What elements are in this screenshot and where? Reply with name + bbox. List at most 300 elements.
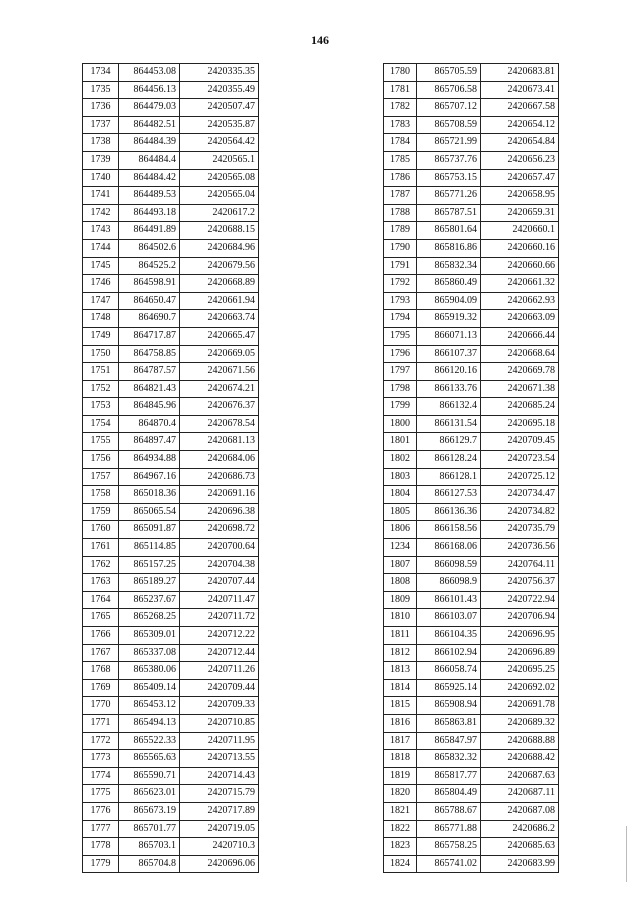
x-coordinate-cell: 865721.99	[417, 134, 481, 152]
point-number-cell: 1734	[83, 64, 119, 82]
table-row	[384, 99, 559, 117]
table-row	[384, 134, 559, 152]
table-row	[83, 503, 259, 521]
x-coordinate-cell: 865673.19	[119, 802, 180, 820]
table-row	[384, 503, 559, 521]
point-number-cell: 1743	[83, 222, 119, 240]
table-row	[384, 679, 559, 697]
y-coordinate-cell: 2420666.44	[481, 327, 559, 345]
table-row	[384, 486, 559, 504]
table-row	[384, 574, 559, 592]
x-coordinate-cell: 865908.94	[417, 697, 481, 715]
point-number-cell: 1754	[83, 415, 119, 433]
point-number-cell: 1759	[83, 503, 119, 521]
point-number-cell: 1823	[384, 838, 417, 856]
point-number-cell: 1795	[384, 327, 417, 345]
y-coordinate-cell: 2420668.89	[180, 275, 259, 293]
table-row	[83, 820, 259, 838]
x-coordinate-cell: 865860.49	[417, 275, 481, 293]
x-coordinate-cell: 866136.36	[417, 503, 481, 521]
y-coordinate-cell: 2420692.02	[481, 679, 559, 697]
point-number-cell: 1740	[83, 169, 119, 187]
point-number-cell: 1742	[83, 204, 119, 222]
y-coordinate-cell: 2420710.85	[180, 714, 259, 732]
point-number-cell: 1766	[83, 627, 119, 645]
x-coordinate-cell: 864934.88	[119, 451, 180, 469]
table-row	[384, 627, 559, 645]
table-row	[83, 714, 259, 732]
y-coordinate-cell: 2420507.47	[180, 99, 259, 117]
table-row	[384, 275, 559, 293]
y-coordinate-cell: 2420709.45	[481, 433, 559, 451]
point-number-cell: 1749	[83, 327, 119, 345]
table-row	[83, 204, 259, 222]
y-coordinate-cell: 2420687.63	[481, 767, 559, 785]
y-coordinate-cell: 2420335.35	[180, 64, 259, 82]
table-row	[83, 415, 259, 433]
x-coordinate-cell: 865704.8	[119, 855, 180, 873]
y-coordinate-cell: 2420717.89	[180, 802, 259, 820]
x-coordinate-cell: 866131.54	[417, 415, 481, 433]
table-row	[83, 486, 259, 504]
table-row	[83, 310, 259, 328]
table-row	[83, 855, 259, 873]
x-coordinate-cell: 866120.16	[417, 363, 481, 381]
x-coordinate-cell: 865237.67	[119, 591, 180, 609]
point-number-cell: 1788	[384, 204, 417, 222]
x-coordinate-cell: 865189.27	[119, 574, 180, 592]
point-number-cell: 1804	[384, 486, 417, 504]
y-coordinate-cell: 2420709.33	[180, 697, 259, 715]
x-coordinate-cell: 865707.12	[417, 99, 481, 117]
table-row	[83, 750, 259, 768]
x-coordinate-cell: 864690.7	[119, 310, 180, 328]
x-coordinate-cell: 864967.16	[119, 468, 180, 486]
x-coordinate-cell: 865863.81	[417, 714, 481, 732]
point-number-cell: 1745	[83, 257, 119, 275]
table-row	[83, 697, 259, 715]
x-coordinate-cell: 865091.87	[119, 521, 180, 539]
table-row	[384, 539, 559, 557]
table-row	[83, 222, 259, 240]
x-coordinate-cell: 864598.91	[119, 275, 180, 293]
point-number-cell: 1796	[384, 345, 417, 363]
table-row	[384, 662, 559, 680]
table-row	[83, 327, 259, 345]
point-number-cell: 1774	[83, 767, 119, 785]
y-coordinate-cell: 2420654.84	[481, 134, 559, 152]
point-number-cell: 1791	[384, 257, 417, 275]
x-coordinate-cell: 865157.25	[119, 556, 180, 574]
table-row	[384, 838, 559, 856]
table-row	[384, 609, 559, 627]
point-number-cell: 1783	[384, 116, 417, 134]
point-number-cell: 1234	[384, 539, 417, 557]
y-coordinate-cell: 2420711.26	[180, 662, 259, 680]
y-coordinate-cell: 2420662.93	[481, 292, 559, 310]
y-coordinate-cell: 2420704.38	[180, 556, 259, 574]
x-coordinate-cell: 866158.56	[417, 521, 481, 539]
point-number-cell: 1813	[384, 662, 417, 680]
table-row	[384, 644, 559, 662]
y-coordinate-cell: 2420565.1	[180, 151, 259, 169]
point-number-cell: 1752	[83, 380, 119, 398]
point-number-cell: 1738	[83, 134, 119, 152]
y-coordinate-cell: 2420658.95	[481, 187, 559, 205]
point-number-cell: 1811	[384, 627, 417, 645]
point-number-cell: 1763	[83, 574, 119, 592]
x-coordinate-cell: 865787.51	[417, 204, 481, 222]
table-row	[384, 433, 559, 451]
table-row	[83, 627, 259, 645]
x-coordinate-cell: 864650.47	[119, 292, 180, 310]
x-coordinate-cell: 865741.02	[417, 855, 481, 873]
x-coordinate-cell: 865737.76	[417, 151, 481, 169]
x-coordinate-cell: 865801.64	[417, 222, 481, 240]
x-coordinate-cell: 864489.53	[119, 187, 180, 205]
point-number-cell: 1750	[83, 345, 119, 363]
table-row	[384, 591, 559, 609]
x-coordinate-cell: 865590.71	[119, 767, 180, 785]
x-coordinate-cell: 864491.89	[119, 222, 180, 240]
point-number-cell: 1747	[83, 292, 119, 310]
x-coordinate-cell: 865832.34	[417, 257, 481, 275]
table-row	[83, 275, 259, 293]
table-row	[83, 767, 259, 785]
y-coordinate-cell: 2420725.12	[481, 468, 559, 486]
x-coordinate-cell: 864845.96	[119, 398, 180, 416]
x-coordinate-cell: 866102.94	[417, 644, 481, 662]
table-row	[384, 451, 559, 469]
y-coordinate-cell: 2420687.11	[481, 785, 559, 803]
point-number-cell: 1806	[384, 521, 417, 539]
x-coordinate-cell: 865309.01	[119, 627, 180, 645]
x-coordinate-cell: 864758.85	[119, 345, 180, 363]
table-row	[83, 802, 259, 820]
point-number-cell: 1805	[384, 503, 417, 521]
x-coordinate-cell: 866103.07	[417, 609, 481, 627]
x-coordinate-cell: 866168.06	[417, 539, 481, 557]
y-coordinate-cell: 2420712.22	[180, 627, 259, 645]
y-coordinate-cell: 2420661.32	[481, 275, 559, 293]
y-coordinate-cell: 2420671.38	[481, 380, 559, 398]
table-row	[83, 398, 259, 416]
table-row	[384, 855, 559, 873]
table-row	[384, 187, 559, 205]
point-number-cell: 1815	[384, 697, 417, 715]
table-row	[83, 539, 259, 557]
point-number-cell: 1770	[83, 697, 119, 715]
y-coordinate-cell: 2420684.06	[180, 451, 259, 469]
coordinates-table-right	[383, 63, 559, 873]
point-number-cell: 1814	[384, 679, 417, 697]
x-coordinate-cell: 865816.86	[417, 239, 481, 257]
y-coordinate-cell: 2420355.49	[180, 81, 259, 99]
x-coordinate-cell: 865771.26	[417, 187, 481, 205]
table-row	[384, 697, 559, 715]
table-row	[83, 468, 259, 486]
table-row	[83, 433, 259, 451]
point-number-cell: 1812	[384, 644, 417, 662]
table-row	[384, 345, 559, 363]
y-coordinate-cell: 2420685.24	[481, 398, 559, 416]
table-row	[384, 714, 559, 732]
y-coordinate-cell: 2420723.54	[481, 451, 559, 469]
y-coordinate-cell: 2420689.32	[481, 714, 559, 732]
y-coordinate-cell: 2420734.47	[481, 486, 559, 504]
y-coordinate-cell: 2420663.74	[180, 310, 259, 328]
x-coordinate-cell: 864482.51	[119, 116, 180, 134]
point-number-cell: 1764	[83, 591, 119, 609]
y-coordinate-cell: 2420564.42	[180, 134, 259, 152]
x-coordinate-cell: 866107.37	[417, 345, 481, 363]
table-row	[83, 239, 259, 257]
y-coordinate-cell: 2420695.18	[481, 415, 559, 433]
y-coordinate-cell: 2420660.16	[481, 239, 559, 257]
point-number-cell: 1773	[83, 750, 119, 768]
point-number-cell: 1753	[83, 398, 119, 416]
point-number-cell: 1765	[83, 609, 119, 627]
point-number-cell: 1807	[384, 556, 417, 574]
y-coordinate-cell: 2420683.81	[481, 64, 559, 82]
point-number-cell: 1809	[384, 591, 417, 609]
y-coordinate-cell: 2420667.58	[481, 99, 559, 117]
y-coordinate-cell: 2420673.41	[481, 81, 559, 99]
table-row	[83, 644, 259, 662]
x-coordinate-cell: 865409.14	[119, 679, 180, 697]
table-row	[83, 556, 259, 574]
x-coordinate-cell: 864821.43	[119, 380, 180, 398]
y-coordinate-cell: 2420683.99	[481, 855, 559, 873]
point-number-cell: 1777	[83, 820, 119, 838]
table-row	[384, 292, 559, 310]
point-number-cell: 1785	[384, 151, 417, 169]
point-number-cell: 1793	[384, 292, 417, 310]
table-row	[83, 116, 259, 134]
y-coordinate-cell: 2420756.37	[481, 574, 559, 592]
point-number-cell: 1741	[83, 187, 119, 205]
x-coordinate-cell: 864479.03	[119, 99, 180, 117]
coordinates-table-left-body	[83, 64, 259, 873]
table-row	[384, 732, 559, 750]
point-number-cell: 1744	[83, 239, 119, 257]
point-number-cell: 1794	[384, 310, 417, 328]
point-number-cell: 1748	[83, 310, 119, 328]
point-number-cell: 1760	[83, 521, 119, 539]
table-row	[83, 785, 259, 803]
x-coordinate-cell: 865706.58	[417, 81, 481, 99]
y-coordinate-cell: 2420722.94	[481, 591, 559, 609]
x-coordinate-cell: 865337.08	[119, 644, 180, 662]
x-coordinate-cell: 866127.53	[417, 486, 481, 504]
table-row	[83, 134, 259, 152]
table-row	[83, 292, 259, 310]
table-row	[384, 398, 559, 416]
y-coordinate-cell: 2420696.38	[180, 503, 259, 521]
point-number-cell: 1746	[83, 275, 119, 293]
table-row	[83, 64, 259, 82]
point-number-cell: 1821	[384, 802, 417, 820]
x-coordinate-cell: 865065.54	[119, 503, 180, 521]
table-row	[384, 327, 559, 345]
coordinates-table-right-body	[384, 64, 559, 873]
page-number: 146	[311, 33, 329, 47]
table-row	[384, 415, 559, 433]
y-coordinate-cell: 2420656.23	[481, 151, 559, 169]
point-number-cell: 1762	[83, 556, 119, 574]
x-coordinate-cell: 864456.13	[119, 81, 180, 99]
x-coordinate-cell: 866133.76	[417, 380, 481, 398]
point-number-cell: 1797	[384, 363, 417, 381]
table-row	[384, 767, 559, 785]
x-coordinate-cell: 865623.01	[119, 785, 180, 803]
point-number-cell: 1792	[384, 275, 417, 293]
x-coordinate-cell: 864453.08	[119, 64, 180, 82]
y-coordinate-cell: 2420669.05	[180, 345, 259, 363]
y-coordinate-cell: 2420713.55	[180, 750, 259, 768]
x-coordinate-cell: 865788.67	[417, 802, 481, 820]
table-row	[83, 521, 259, 539]
x-coordinate-cell: 864493.18	[119, 204, 180, 222]
point-number-cell: 1799	[384, 398, 417, 416]
x-coordinate-cell: 865522.33	[119, 732, 180, 750]
y-coordinate-cell: 2420711.72	[180, 609, 259, 627]
x-coordinate-cell: 866132.4	[417, 398, 481, 416]
x-coordinate-cell: 865380.06	[119, 662, 180, 680]
y-coordinate-cell: 2420691.16	[180, 486, 259, 504]
x-coordinate-cell: 864484.42	[119, 169, 180, 187]
x-coordinate-cell: 865758.25	[417, 838, 481, 856]
y-coordinate-cell: 2420712.44	[180, 644, 259, 662]
point-number-cell: 1769	[83, 679, 119, 697]
y-coordinate-cell: 2420565.08	[180, 169, 259, 187]
table-row	[384, 151, 559, 169]
y-coordinate-cell: 2420668.64	[481, 345, 559, 363]
x-coordinate-cell: 866098.59	[417, 556, 481, 574]
point-number-cell: 1798	[384, 380, 417, 398]
point-number-cell: 1808	[384, 574, 417, 592]
x-coordinate-cell: 865904.09	[417, 292, 481, 310]
y-coordinate-cell: 2420565.04	[180, 187, 259, 205]
x-coordinate-cell: 864484.4	[119, 151, 180, 169]
point-number-cell: 1755	[83, 433, 119, 451]
table-row	[83, 838, 259, 856]
y-coordinate-cell: 2420669.78	[481, 363, 559, 381]
y-coordinate-cell: 2420735.79	[481, 521, 559, 539]
point-number-cell: 1761	[83, 539, 119, 557]
point-number-cell: 1817	[384, 732, 417, 750]
y-coordinate-cell: 2420709.44	[180, 679, 259, 697]
y-coordinate-cell: 2420654.12	[481, 116, 559, 134]
y-coordinate-cell: 2420686.73	[180, 468, 259, 486]
point-number-cell: 1758	[83, 486, 119, 504]
x-coordinate-cell: 866058.74	[417, 662, 481, 680]
point-number-cell: 1822	[384, 820, 417, 838]
y-coordinate-cell: 2420678.54	[180, 415, 259, 433]
point-number-cell: 1736	[83, 99, 119, 117]
table-row	[83, 380, 259, 398]
point-number-cell: 1737	[83, 116, 119, 134]
y-coordinate-cell: 2420617.2	[180, 204, 259, 222]
table-row	[83, 81, 259, 99]
point-number-cell: 1782	[384, 99, 417, 117]
y-coordinate-cell: 2420691.78	[481, 697, 559, 715]
x-coordinate-cell: 864502.6	[119, 239, 180, 257]
y-coordinate-cell: 2420688.88	[481, 732, 559, 750]
table-row	[384, 239, 559, 257]
y-coordinate-cell: 2420736.56	[481, 539, 559, 557]
y-coordinate-cell: 2420659.31	[481, 204, 559, 222]
y-coordinate-cell: 2420734.82	[481, 503, 559, 521]
point-number-cell: 1772	[83, 732, 119, 750]
y-coordinate-cell: 2420681.13	[180, 433, 259, 451]
table-row	[384, 556, 559, 574]
point-number-cell: 1786	[384, 169, 417, 187]
table-row	[384, 204, 559, 222]
table-row	[83, 169, 259, 187]
x-coordinate-cell: 866129.7	[417, 433, 481, 451]
y-coordinate-cell: 2420715.79	[180, 785, 259, 803]
point-number-cell: 1768	[83, 662, 119, 680]
x-coordinate-cell: 865847.97	[417, 732, 481, 750]
x-coordinate-cell: 865703.1	[119, 838, 180, 856]
x-coordinate-cell: 864787.57	[119, 363, 180, 381]
x-coordinate-cell: 864870.4	[119, 415, 180, 433]
table-row	[384, 64, 559, 82]
scan-edge-mark	[626, 826, 627, 882]
y-coordinate-cell: 2420698.72	[180, 521, 259, 539]
point-number-cell: 1739	[83, 151, 119, 169]
y-coordinate-cell: 2420535.87	[180, 116, 259, 134]
point-number-cell: 1781	[384, 81, 417, 99]
x-coordinate-cell: 865804.49	[417, 785, 481, 803]
point-number-cell: 1819	[384, 767, 417, 785]
table-row	[384, 116, 559, 134]
coordinates-table-left	[82, 63, 259, 873]
x-coordinate-cell: 866071.13	[417, 327, 481, 345]
x-coordinate-cell: 864717.87	[119, 327, 180, 345]
point-number-cell: 1800	[384, 415, 417, 433]
table-row	[384, 521, 559, 539]
y-coordinate-cell: 2420695.25	[481, 662, 559, 680]
point-number-cell: 1824	[384, 855, 417, 873]
table-row	[83, 591, 259, 609]
x-coordinate-cell: 865925.14	[417, 679, 481, 697]
point-number-cell: 1780	[384, 64, 417, 82]
table-row	[83, 99, 259, 117]
table-row	[83, 345, 259, 363]
point-number-cell: 1787	[384, 187, 417, 205]
y-coordinate-cell: 2420679.56	[180, 257, 259, 275]
point-number-cell: 1789	[384, 222, 417, 240]
x-coordinate-cell: 865708.59	[417, 116, 481, 134]
x-coordinate-cell: 865018.36	[119, 486, 180, 504]
y-coordinate-cell: 2420661.94	[180, 292, 259, 310]
x-coordinate-cell: 865494.13	[119, 714, 180, 732]
table-row	[384, 310, 559, 328]
x-coordinate-cell: 866098.9	[417, 574, 481, 592]
y-coordinate-cell: 2420685.63	[481, 838, 559, 856]
table-row	[83, 187, 259, 205]
table-row	[83, 679, 259, 697]
table-row	[83, 257, 259, 275]
y-coordinate-cell: 2420676.37	[180, 398, 259, 416]
point-number-cell: 1802	[384, 451, 417, 469]
table-row	[83, 662, 259, 680]
point-number-cell: 1757	[83, 468, 119, 486]
table-row	[384, 169, 559, 187]
x-coordinate-cell: 864897.47	[119, 433, 180, 451]
